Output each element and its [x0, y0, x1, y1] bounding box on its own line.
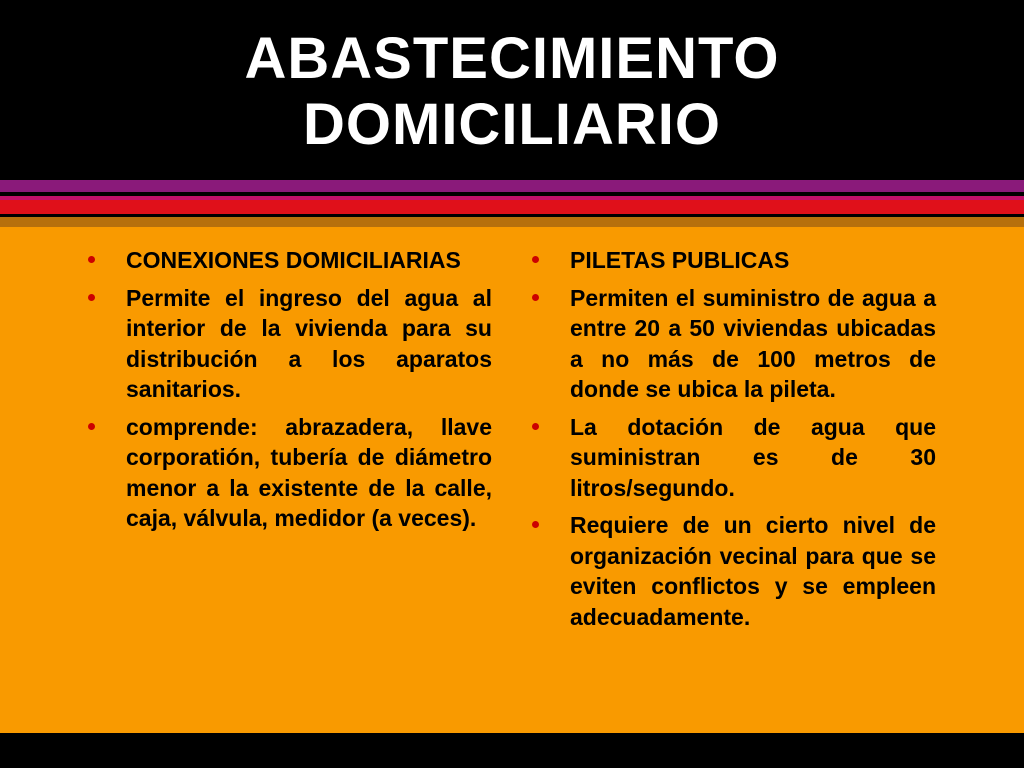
bullet-dot-icon: [88, 294, 95, 301]
list-item-text: La dotación de agua que suministran es de 30 litros/segundo.: [570, 413, 936, 501]
slide-title-line-2: DOMICILIARIO: [303, 92, 721, 157]
list-item-text: comprende: abrazadera, llave corporatión, tubería de diámetro menor a la existente de la calle, caja, válvula, medidor (a veces).: [126, 413, 492, 531]
bullet-dot-icon: [88, 256, 95, 263]
slide-title: [245, 22, 780, 158]
right-column-list: [530, 245, 936, 639]
decorative-stripe-purple: [0, 180, 1024, 192]
slide-title-line-1: ABASTECIMIENTO: [244, 26, 780, 91]
bullet-dot-icon: [532, 521, 539, 528]
list-item-text: Permite el ingreso del agua al interior de la vivienda para su distribución a los aparatos sanitarios.: [126, 284, 492, 402]
list-item: [86, 245, 492, 276]
bullet-dot-icon: [532, 256, 539, 263]
list-item: [530, 283, 936, 405]
bullet-dot-icon: [532, 423, 539, 430]
left-column-list: [86, 245, 492, 541]
bullet-dot-icon: [532, 294, 539, 301]
bullet-dot-icon: [88, 423, 95, 430]
decorative-stripe-red: [0, 200, 1024, 214]
list-item: [530, 412, 936, 504]
list-item: [86, 412, 492, 534]
list-item-text: PILETAS PUBLICAS: [570, 247, 790, 273]
content-area: [0, 227, 1024, 733]
title-area: [0, 0, 1024, 180]
list-item: [530, 510, 936, 632]
list-item-text: Requiere de un cierto nivel de organización vecinal para que se eviten conflictos y se empleen adecuadamente.: [570, 512, 936, 630]
list-item-text: Permiten el suministro de agua a entre 20 a 50 viviendas ubicadas a no más de 100 metros de donde se ubica la pileta.: [570, 284, 936, 402]
list-item: [86, 283, 492, 405]
list-item-text: CONEXIONES DOMICILIARIAS: [126, 247, 461, 273]
decorative-stripe-brown: [0, 217, 1024, 227]
bottom-bar: [0, 733, 1024, 768]
list-item: [530, 245, 936, 276]
